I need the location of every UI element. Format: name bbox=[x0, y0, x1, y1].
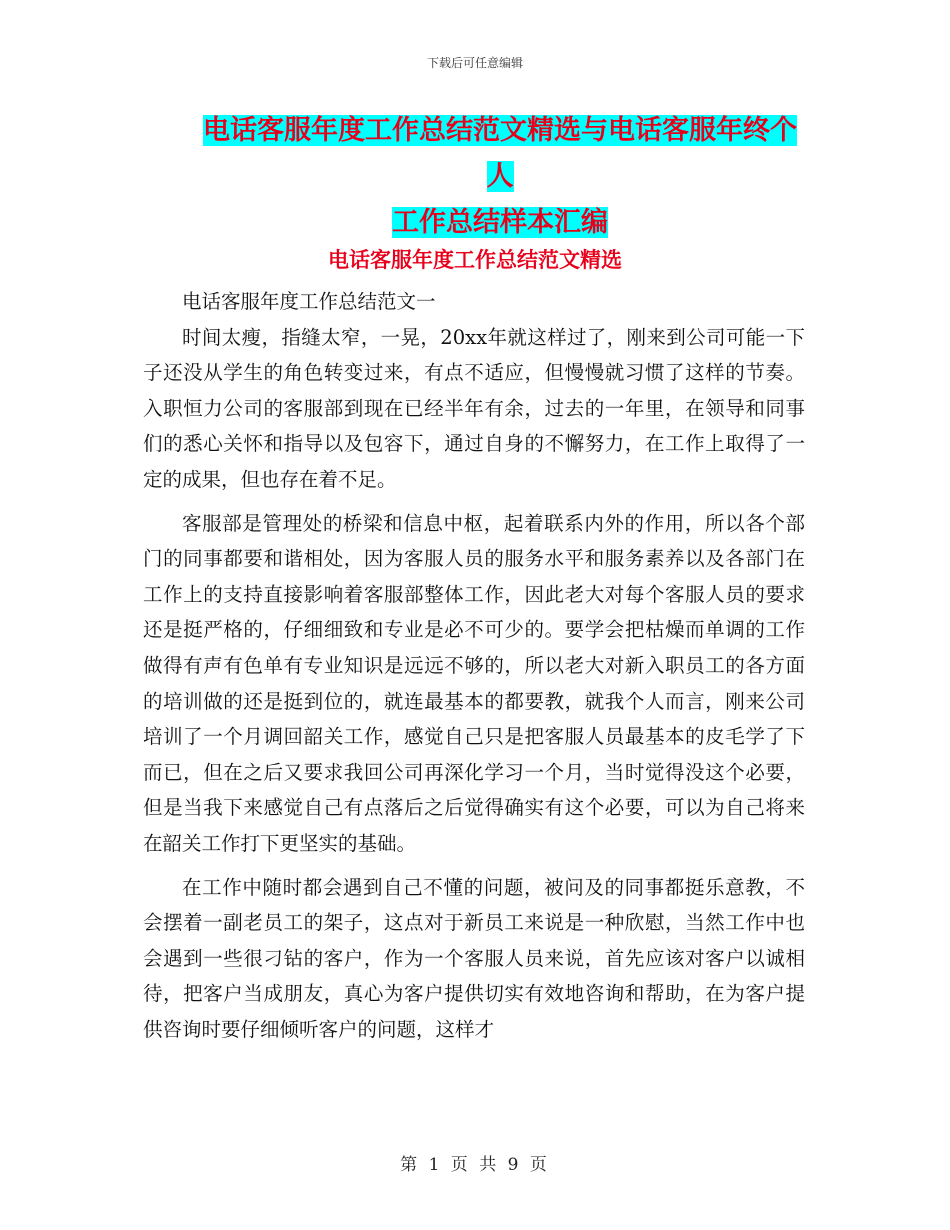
section-heading: 电话客服年度工作总结范文精选 bbox=[328, 248, 622, 272]
paragraph-2: 客服部是管理处的桥梁和信息中枢，起着联系内外的作用，所以各个部门的同事都要和谐相处，因为客服人员的服务水平和服务素养以及各部门在工作上的支持直接影响着客服部整体工作，因此老大对每个客服人员的要求还是挺严格的，仔细细致和专业是必不可少的。要学会把枯燥而单调的工作做得有声有色单有专业知识是远远不够的，所以老大对新入职员工的各方面的培训做的还是挺到位的，就连最基本的都要教，就我个人而言，刚来公司培训了一个月调回韶关工作，感觉自己只是把客服人员最基本的皮毛学了下而已，但在之后又要求我回公司再深化学习一个月，当时觉得没这个必要，但是当我下来感觉自己有点落后之后觉得确实有这个必要，可以为自己将来在韶关工作打下更坚实的基础。 bbox=[143, 511, 805, 855]
paragraph-3: 在工作中随时都会遇到自己不懂的问题，被问及的同事都挺乐意教，不会摆着一副老员工的架子，这点对于新员工来说是一种欣慰，当然工作中也会遇到一些很刁钻的客户，作为一个客服人员来说，首先应该对客户以诚相待，把客户当成朋友，真心为客户提供切实有效地咨询和帮助，在为客户提供咨询时要仔细倾听客户的问题，这样才 bbox=[143, 875, 805, 1041]
section-label: 电话客服年度工作总结范文一 bbox=[182, 290, 436, 313]
header-note: 下载后可任意编辑 bbox=[426, 56, 523, 70]
document-title bbox=[190, 108, 810, 246]
title-line-1: 电话客服年度工作总结范文精选与电话客服年终个人 bbox=[203, 115, 797, 192]
body-text bbox=[143, 284, 805, 1047]
paragraph-1: 时间太瘦，指缝太窄，一晃，20xx年就这样过了，刚来到公司可能一下子还没从学生的角色转变过来，有点不适应，但慢慢就习惯了这样的节奏。入职恒力公司的客服部到现在已经半年有余，过去的一年里，在领导和同事们的悉心关怀和指导以及包容下，通过自身的不懈努力，在工作上取得了一定的成果，但也存在着不足。 bbox=[143, 325, 805, 491]
title-line-2: 工作总结样本汇编 bbox=[392, 207, 608, 238]
page-footer: 第 1 页 共 9 页 bbox=[400, 1155, 550, 1175]
